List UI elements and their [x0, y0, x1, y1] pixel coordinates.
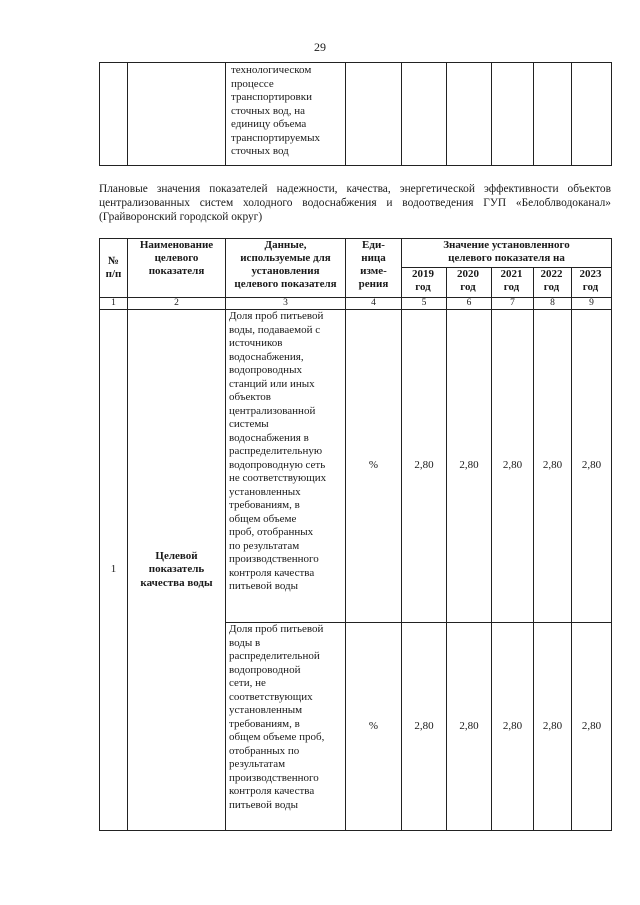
header-num: № п/п: [100, 239, 128, 298]
indicator-description: Доля проб питьевой воды, подаваемой с источников водоснабжения, водопроводных станций или иных объектов централизованной системы водоснабжения в распределительную водопроводную сеть не соответствующих установленных требованиям, в общем объеме проб, отобранных по результатам производственного контроля качества питьевой воды: [226, 310, 346, 623]
fragment-cell-value: [447, 63, 492, 166]
col-number: 5: [402, 298, 447, 310]
col-number: 8: [534, 298, 572, 310]
header-year: 2023 год: [572, 268, 612, 298]
col-number: 9: [572, 298, 612, 310]
fragment-cell-num: [100, 63, 128, 166]
col-number: 3: [226, 298, 346, 310]
value-cell: 2,80: [534, 623, 572, 831]
value-cell: 2,80: [492, 310, 534, 623]
row-index: 1: [100, 310, 128, 831]
value-cell: 2,80: [492, 623, 534, 831]
header-value-group: Значение установленного целевого показателя на: [402, 239, 612, 268]
fragment-cell-value: [572, 63, 612, 166]
value-cell: 2,80: [572, 310, 612, 623]
col-number: 1: [100, 298, 128, 310]
table-row: [100, 310, 612, 623]
header-year: 2020 год: [447, 268, 492, 298]
indicators-table: [99, 238, 612, 831]
col-number: 4: [346, 298, 402, 310]
unit-cell: %: [346, 623, 402, 831]
intro-paragraph: Плановые значения показателей надежности, качества, энергетической эффективности объектов централизованных систем холодного водоснабжения и водоотведения ГУП «Белоблводоканал» (Грайворонский городской округ): [99, 183, 611, 223]
value-cell: 2,80: [534, 310, 572, 623]
header-year: 2022 год: [534, 268, 572, 298]
header-year: 2019 год: [402, 268, 447, 298]
indicator-name: Целевой показатель качества воды: [128, 310, 226, 831]
fragment-cell-value: [402, 63, 447, 166]
page-number: 29: [314, 40, 326, 54]
fragment-cell-name: [128, 63, 226, 166]
col-number: 2: [128, 298, 226, 310]
fragment-cell-description: технологическом процессе транспортировки сточных вод, на единицу объема транспортируемых сточных вод: [226, 63, 346, 166]
value-cell: 2,80: [447, 623, 492, 831]
value-cell: 2,80: [402, 623, 447, 831]
col-number: 7: [492, 298, 534, 310]
value-cell: 2,80: [572, 623, 612, 831]
fragment-cell-value: [492, 63, 534, 166]
header-year: 2021 год: [492, 268, 534, 298]
fragment-cell-unit: [346, 63, 402, 166]
value-cell: 2,80: [447, 310, 492, 623]
header-unit: Еди- ница изме- рения: [346, 239, 402, 298]
col-number: 6: [447, 298, 492, 310]
continued-table-fragment: [99, 62, 612, 166]
unit-cell: %: [346, 310, 402, 623]
header-name: Наименование целевого показателя: [128, 239, 226, 298]
value-cell: 2,80: [402, 310, 447, 623]
header-data: Данные, используемые для установления целевого показателя: [226, 239, 346, 298]
fragment-cell-value: [534, 63, 572, 166]
indicator-description: Доля проб питьевой воды в распределительной водопроводной сети, не соответствующих установленным требованиям, в общем объеме проб, отобранных по результатам производственного контроля качества питьевой воды: [226, 623, 346, 831]
